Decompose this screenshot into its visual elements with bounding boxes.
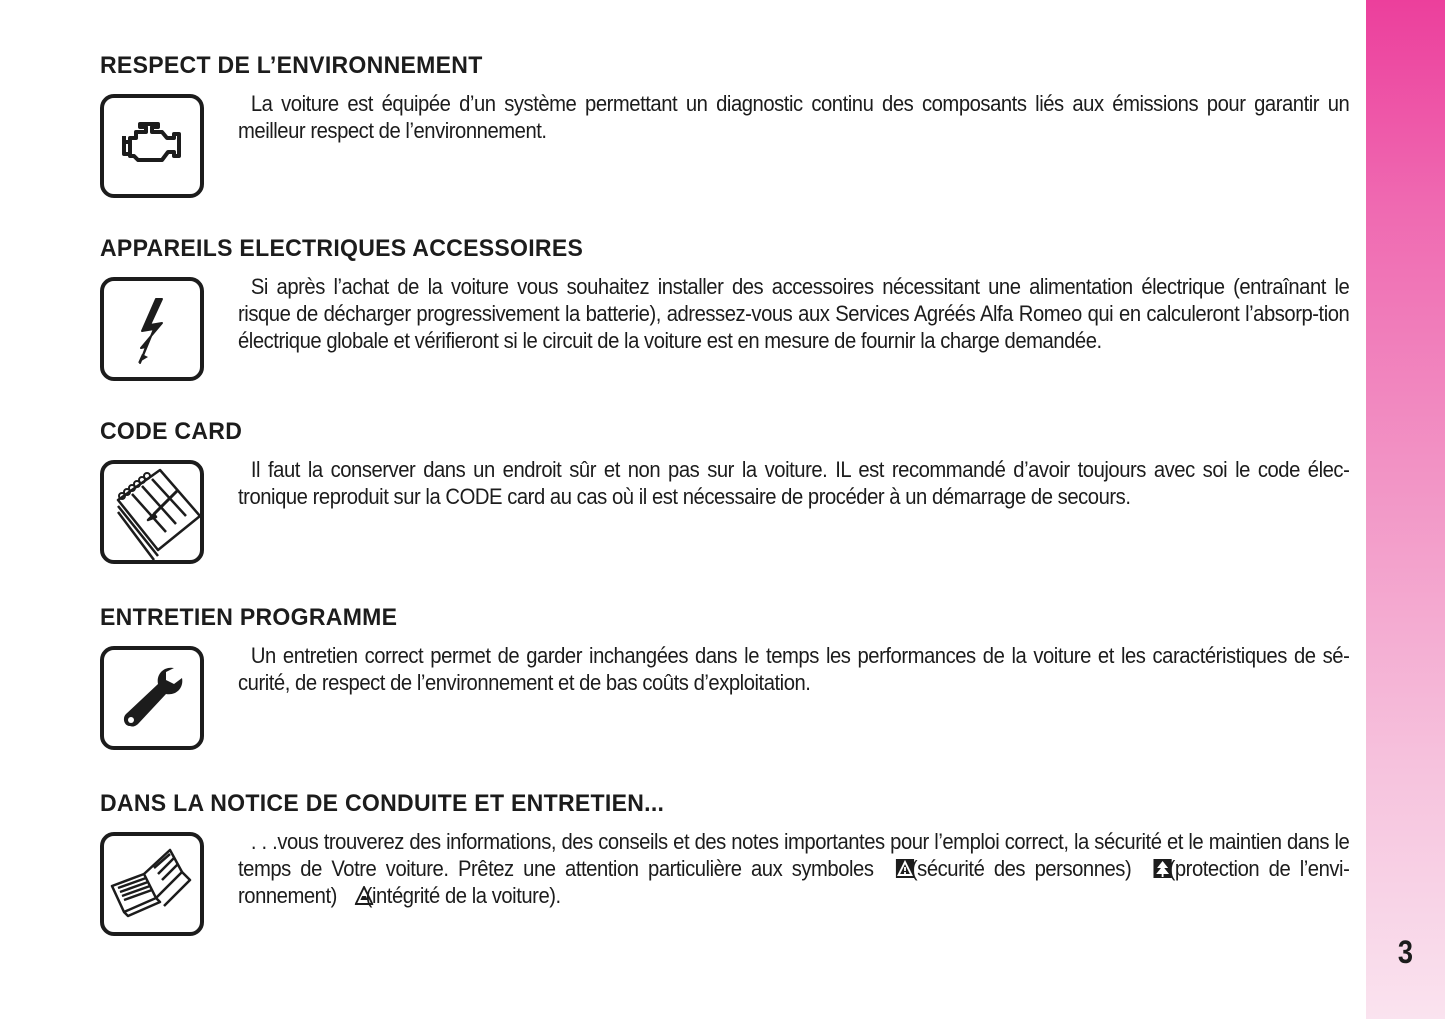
section-electrical: [100, 235, 1350, 353]
section-text: [238, 828, 1349, 909]
section-text-part: (protection de l’envi-ronnement): [238, 856, 1350, 908]
section-title: RESPECT DE L’ENVIRONNEMENT: [100, 52, 483, 79]
section-title: APPAREILS ELECTRIQUES ACCESSOIRES: [100, 235, 584, 262]
section-text-part: . . .vous trouverez des informations, des conseils et des notes importantes pour l’emploi correct, la sécurité et le maintien dans le temps de Votre voiture. Prêtez une attention particulière aux symboles: [238, 829, 1350, 881]
section-text-part: (intégrité de la voiture).: [365, 883, 561, 908]
section-text: Si après l’achat de la voiture vous souhaitez installer des accessoires nécessitant une alimentation électrique (entraînant le risque de décharger progressivement la batterie), adressez-vous aux Services Agréés Alfa Romeo qui en calculeront l’absorp-tion électrique globale et vérifieront si le circuit de la voiture est en mesure de fournir la charge demandée.: [238, 274, 1350, 353]
engine-icon: [100, 94, 204, 198]
open-book-icon: [100, 832, 204, 936]
section-manual: [100, 790, 1350, 908]
section-text: Il faut la conserver dans un endroit sûr et non pas sur la voiture. IL est recommandé d’avoir toujours avec soi le code élec-tronique reproduit sur la CODE card au cas où il est nécessaire de procéder à un démarrage de secours.: [238, 457, 1350, 509]
section-text: Un entretien correct permet de garder inchangées dans le temps les performances de la voiture et les caractéristiques de sé-curité, de respect de l’environnement et de bas coûts d’exploitation.: [238, 643, 1350, 695]
section-text: La voiture est équipée d’un système permettant un diagnostic continu des composants liés aux émissions pour garantir un meilleur respect de l’environnement.: [238, 91, 1350, 143]
environment-icon: [1141, 857, 1159, 876]
section-title: DANS LA NOTICE DE CONDUITE ET ENTRETIEN...: [100, 790, 665, 817]
car-integrity-icon: [342, 884, 360, 903]
section-text-part: (sécurité des personnes): [910, 856, 1132, 881]
notebook-icon: [100, 460, 204, 564]
wrench-icon: [100, 646, 204, 750]
section-environment: [100, 52, 1350, 143]
section-maintenance: [100, 604, 1350, 695]
page-number: 3: [1397, 934, 1414, 970]
section-title: CODE CARD: [100, 418, 243, 445]
section-title: ENTRETIEN PROGRAMME: [100, 604, 398, 631]
side-accent-bar: [1366, 0, 1445, 1019]
section-code-card: [100, 418, 1350, 509]
warning-triangle-icon: [883, 857, 901, 876]
lightning-icon: [100, 277, 204, 381]
